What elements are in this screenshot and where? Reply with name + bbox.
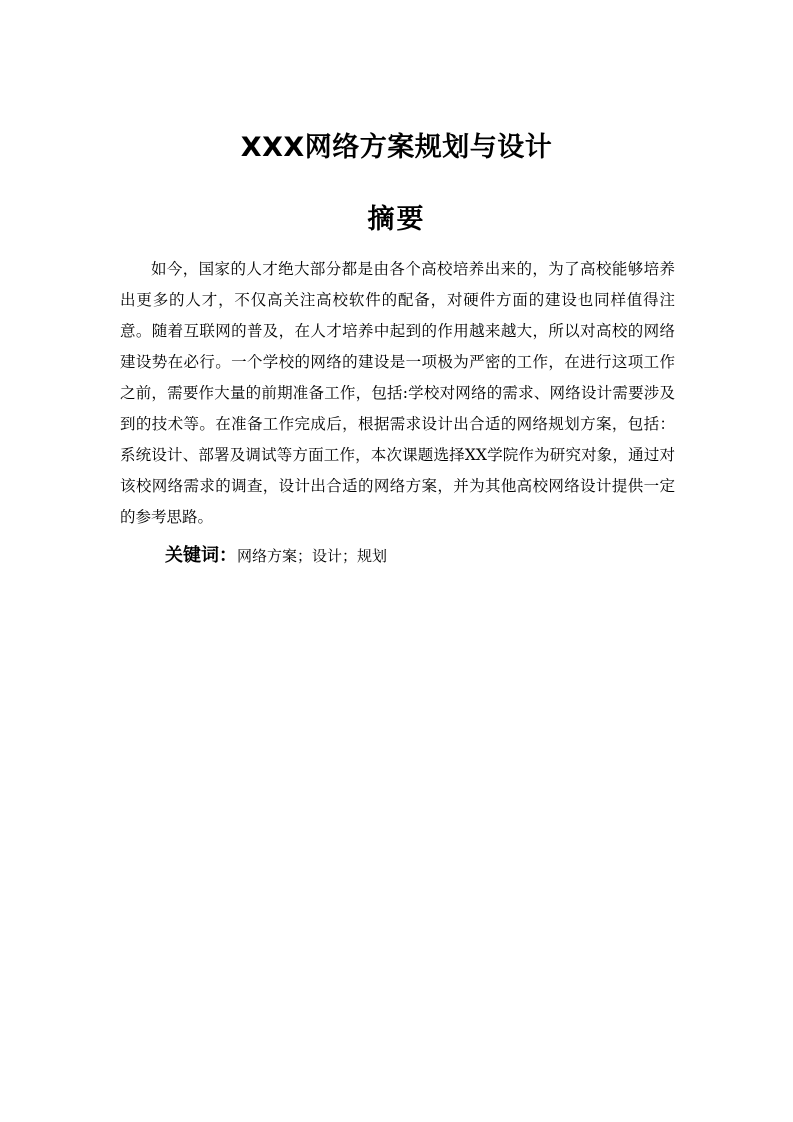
abstract-paragraph: 如今，国家的人才绝大部分都是由各个高校培养出来的，为了高校能够培养出更多的人才，不仅高关注高校软件的配备，对硬件方面的建设也同样值得注意。随着互联网的普及，在人才培养中起到的作用越来越大，所以对高校的网络建设势在必行。一个学校的网络的建设是一项极为严密的工作，在进行这项工作之前，需要作大量的前期准备工作，包括:学校对网络的需求、网络设计需要涉及到的技术等。在准备工作完成后，根据需求设计出合适的网络规划方案，包括：系统设计、部署及调试等方面工作，本次课题选择XX学院作为研究对象，通过对该校网络需求的调查，设计出合适的网络方案，并为其他高校网络设计提供一定的参考思路。 — [120, 260, 675, 526]
abstract-heading: 摘要 — [367, 204, 426, 235]
keywords-value: 网络方案；设计；规划 — [237, 547, 388, 565]
keywords-line — [165, 542, 387, 570]
keywords-label: 关键词： — [165, 545, 237, 566]
document-title: XXX网络方案规划与设计 — [240, 132, 553, 163]
